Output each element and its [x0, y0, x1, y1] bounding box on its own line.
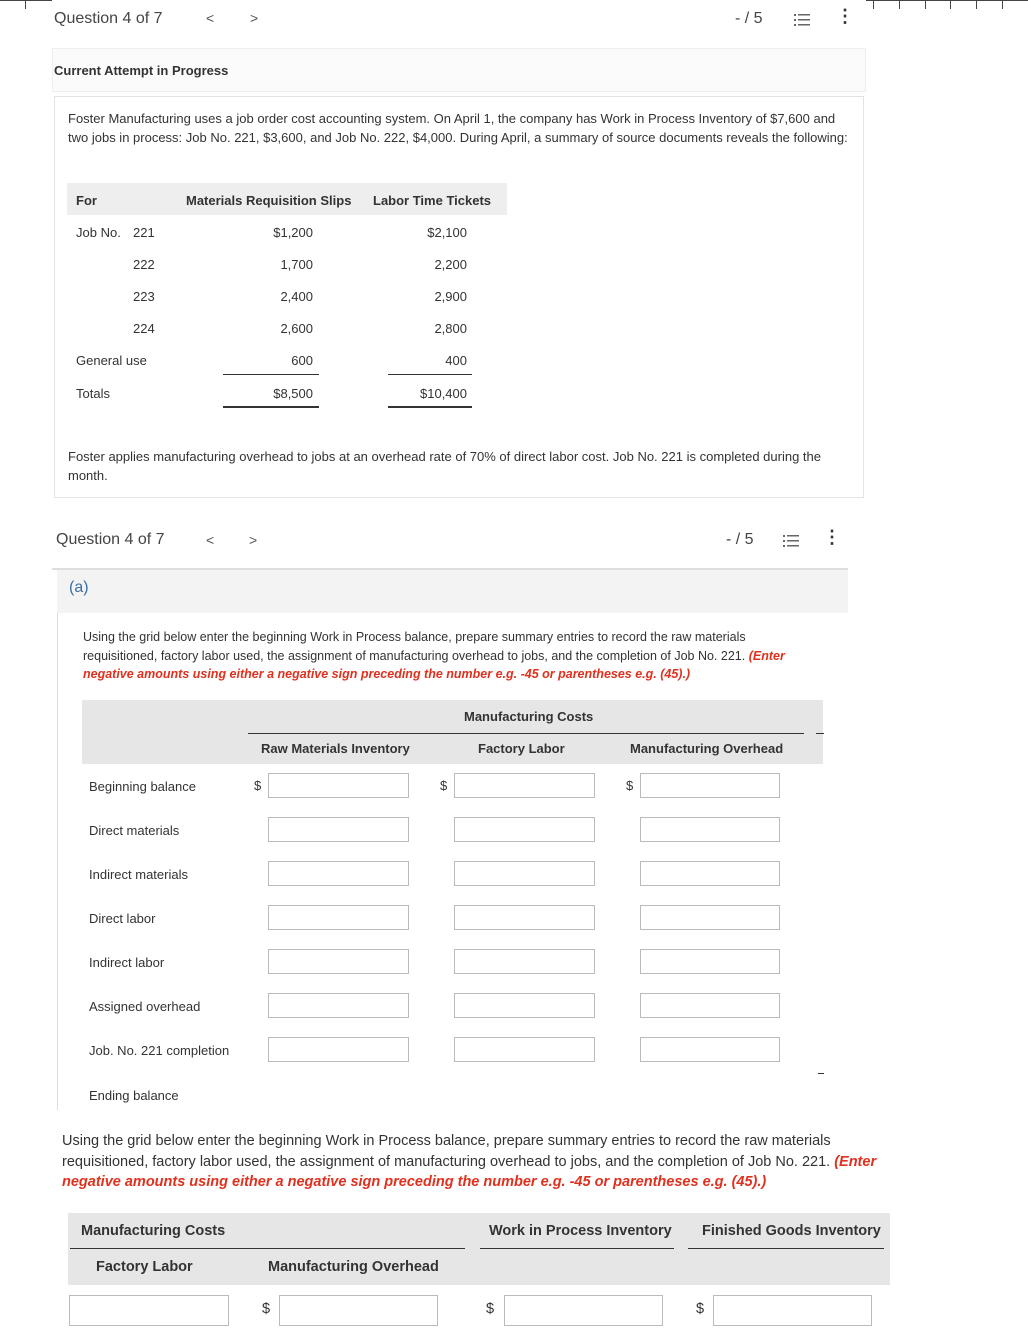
- instructions-text: Using the grid below enter the beginning Work in Process balance, prepare summary entries to record the raw materials requisitioned, factory labor used, the assignment of manufacturing overhead to jobs, and the completion of Job No. 221.: [62, 1133, 831, 1170]
- row-materials: 2,400: [280, 289, 313, 304]
- currency-symbol: $: [626, 778, 634, 793]
- attempt-status: Current Attempt in Progress: [54, 63, 229, 78]
- row-job: 224: [133, 321, 155, 336]
- overhead-beginning-input[interactable]: [640, 773, 780, 798]
- prev-question-button[interactable]: <: [206, 532, 215, 548]
- question-list-icon[interactable]: [794, 13, 810, 27]
- grid2-wip-input[interactable]: [504, 1295, 663, 1326]
- raw-materials-direct-labor-input[interactable]: [268, 905, 409, 930]
- factory-labor-direct-labor-input[interactable]: [454, 905, 595, 930]
- instructions-note: (Enter negative amounts using either a negative sign preceding the number e.g. -45 or parentheses e.g. (45).): [83, 648, 785, 681]
- question-header: [52, 524, 848, 570]
- raw-materials-assigned-overhead-input[interactable]: [268, 993, 409, 1018]
- row-indirect-labor: Indirect labor: [89, 955, 165, 970]
- currency-symbol: $: [486, 1301, 495, 1317]
- row-label: Job No.: [76, 225, 121, 240]
- subtotal-rule: [223, 374, 319, 375]
- row-rule: [818, 1073, 824, 1074]
- grid2-overhead-input[interactable]: [279, 1295, 438, 1326]
- row-labor: $2,100: [427, 225, 467, 240]
- question-header: [52, 0, 866, 49]
- instructions-note: (Enter negative amounts using either a negative sign preceding the number e.g. -45 or parentheses e.g. (45).): [62, 1153, 877, 1190]
- row-label: General use: [76, 353, 147, 368]
- score-display: - / 5: [726, 531, 754, 548]
- more-options-icon[interactable]: ⋮: [836, 6, 854, 26]
- col-manufacturing-overhead: Manufacturing Overhead: [630, 741, 784, 756]
- row-job-221-completion: Job. No. 221 completion: [89, 1043, 230, 1058]
- overhead-direct-labor-input[interactable]: [640, 905, 780, 930]
- group-header-manufacturing-costs: Manufacturing Costs: [81, 1223, 226, 1239]
- question-counter: Question 4 of 7: [56, 531, 165, 548]
- total-double-rule: [388, 406, 472, 408]
- currency-symbol: $: [696, 1301, 705, 1317]
- currency-symbol: $: [254, 778, 262, 793]
- overhead-completion-input[interactable]: [640, 1037, 780, 1062]
- factory-labor-completion-input[interactable]: [454, 1037, 595, 1062]
- row-labor: $10,400: [420, 386, 467, 401]
- next-question-button[interactable]: >: [249, 532, 258, 548]
- row-direct-labor: Direct labor: [89, 911, 156, 926]
- raw-materials-direct-materials-input[interactable]: [268, 817, 409, 842]
- question-counter: Question 4 of 7: [54, 10, 163, 27]
- overhead-text: Foster applies manufacturing overhead to jobs at an overhead rate of 70% of direct labor cost. Job No. 221 is completed during the month.: [68, 449, 821, 483]
- next-question-button[interactable]: >: [250, 10, 259, 26]
- row-ending-balance: Ending balance: [89, 1088, 179, 1103]
- currency-symbol: $: [262, 1301, 271, 1317]
- row-labor: 400: [445, 353, 467, 368]
- prev-question-button[interactable]: <: [206, 10, 215, 26]
- score-display: - / 5: [735, 10, 763, 27]
- factory-labor-indirect-labor-input[interactable]: [454, 949, 595, 974]
- row-assigned-overhead: Assigned overhead: [89, 999, 201, 1014]
- row-materials: 2,600: [280, 321, 313, 336]
- row-materials: $1,200: [273, 225, 313, 240]
- row-beginning-balance: Beginning balance: [89, 779, 196, 794]
- row-materials: $8,500: [273, 386, 313, 401]
- row-indirect-materials: Indirect materials: [89, 867, 188, 882]
- question-body: [54, 96, 864, 498]
- factory-labor-assigned-overhead-input[interactable]: [454, 993, 595, 1018]
- grid2-factory-labor-input[interactable]: [69, 1295, 229, 1326]
- instructions-text: Using the grid below enter the beginning Work in Process balance, prepare summary entries to record the raw materials requisitioned, factory labor used, the assignment of manufacturing overhead to jobs, and the completion of Job No. 221.: [83, 630, 746, 663]
- currency-symbol: $: [440, 778, 448, 793]
- row-label: Totals: [76, 386, 110, 401]
- overhead-assigned-overhead-input[interactable]: [640, 993, 780, 1018]
- row-direct-materials: Direct materials: [89, 823, 180, 838]
- row-materials: 600: [291, 353, 313, 368]
- factory-labor-indirect-materials-input[interactable]: [454, 861, 595, 886]
- group-header-rule: [70, 1248, 465, 1249]
- col-manufacturing-overhead: Manufacturing Overhead: [268, 1259, 439, 1275]
- col-finished-goods: Finished Goods Inventory: [702, 1223, 881, 1239]
- grid2-finished-goods-input[interactable]: [713, 1295, 872, 1326]
- col-materials: Materials Requisition Slips: [186, 193, 352, 208]
- col-rule: [688, 1248, 884, 1249]
- row-materials: 1,700: [280, 257, 313, 272]
- question-list-icon[interactable]: [783, 534, 799, 548]
- col-rule: [480, 1248, 674, 1249]
- raw-materials-completion-input[interactable]: [268, 1037, 409, 1062]
- part-label: (a): [69, 579, 89, 596]
- col-work-in-process: Work in Process Inventory: [489, 1223, 672, 1239]
- row-job: 223: [133, 289, 155, 304]
- group-header-rule-stub: [816, 733, 824, 734]
- col-factory-labor: Factory Labor: [478, 741, 565, 756]
- group-header-manufacturing-costs: Manufacturing Costs: [464, 709, 594, 724]
- part-header: [57, 570, 848, 613]
- total-double-rule: [223, 406, 319, 408]
- factory-labor-direct-materials-input[interactable]: [454, 817, 595, 842]
- raw-materials-indirect-materials-input[interactable]: [268, 861, 409, 886]
- raw-materials-indirect-labor-input[interactable]: [268, 949, 409, 974]
- row-job: 222: [133, 257, 155, 272]
- overhead-indirect-materials-input[interactable]: [640, 861, 780, 886]
- col-factory-labor: Factory Labor: [96, 1259, 193, 1275]
- col-for: For: [76, 193, 97, 208]
- more-options-icon[interactable]: ⋮: [823, 527, 841, 547]
- raw-materials-beginning-input[interactable]: [268, 773, 409, 798]
- instructions-repeated: [62, 1131, 882, 1193]
- row-labor: 2,900: [434, 289, 467, 304]
- factory-labor-beginning-input[interactable]: [454, 773, 595, 798]
- intro-text: Foster Manufacturing uses a job order cost accounting system. On April 1, the company has Work in Process Inventory of $7,600 and two jobs in process: Job No. 221, $3,600, and Job No. 222, $4,000. During April, a summary of source documents reveals the following:: [68, 111, 848, 145]
- overhead-direct-materials-input[interactable]: [640, 817, 780, 842]
- overhead-indirect-labor-input[interactable]: [640, 949, 780, 974]
- instructions: [83, 628, 813, 684]
- attempt-bar: [52, 48, 866, 92]
- row-labor: 2,200: [434, 257, 467, 272]
- row-job: 221: [133, 225, 155, 240]
- group-header-rule: [248, 733, 804, 734]
- col-labor: Labor Time Tickets: [373, 193, 492, 208]
- subtotal-rule: [388, 374, 472, 375]
- col-raw-materials: Raw Materials Inventory: [261, 741, 410, 756]
- row-labor: 2,800: [434, 321, 467, 336]
